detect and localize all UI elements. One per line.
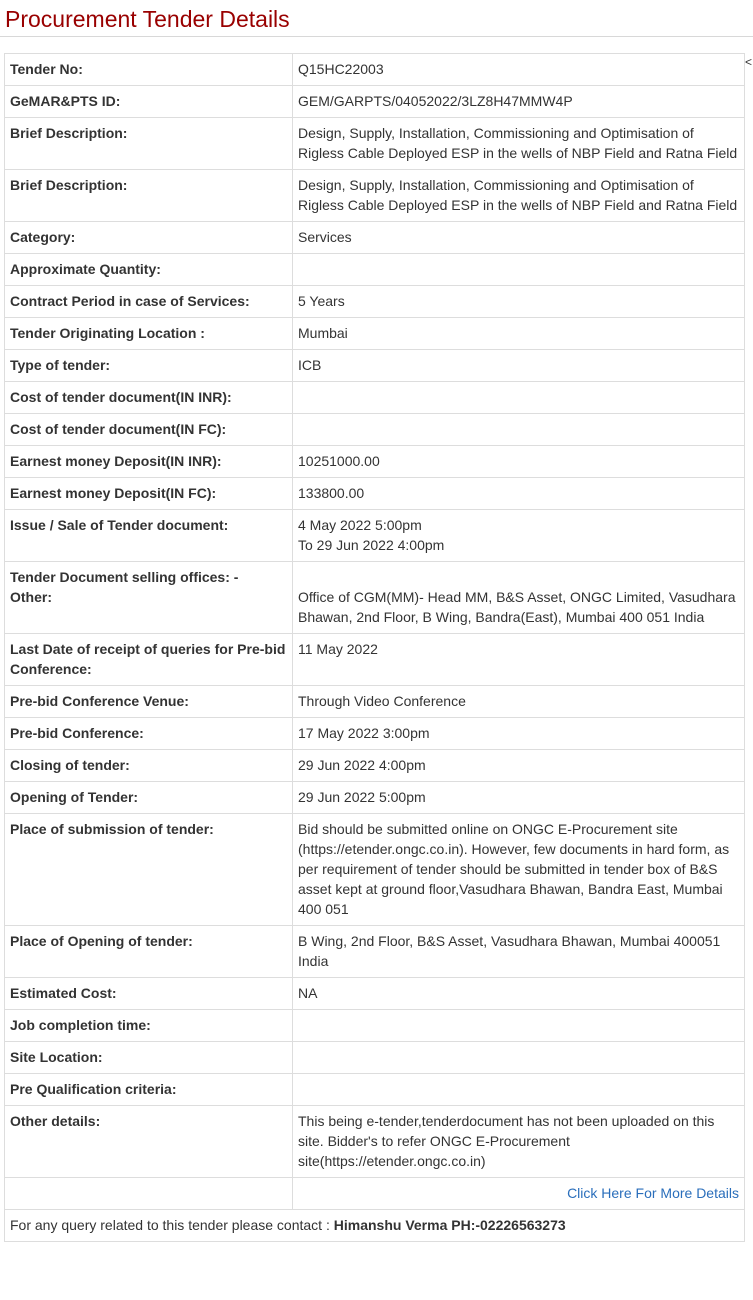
row-last-date-queries (5, 634, 745, 686)
category-value: Services (293, 222, 745, 254)
prequalification-label: Pre Qualification criteria: (5, 1074, 293, 1106)
contract-period-value: 5 Years (293, 286, 745, 318)
row-emd-fc (5, 478, 745, 510)
estimated-cost-value: NA (293, 978, 745, 1010)
row-other-details (5, 1106, 745, 1178)
row-site-location (5, 1042, 745, 1074)
approximate-quantity-value (293, 254, 745, 286)
issue-sale-to: To 29 Jun 2022 4:00pm (298, 537, 445, 553)
issue-sale-label: Issue / Sale of Tender document: (5, 510, 293, 562)
category-label: Category: (5, 222, 293, 254)
cost-doc-inr-label: Cost of tender document(IN INR): (5, 382, 293, 414)
row-approximate-quantity (5, 254, 745, 286)
row-prequalification (5, 1074, 745, 1106)
row-brief-description-1 (5, 118, 745, 170)
type-of-tender-label: Type of tender: (5, 350, 293, 382)
row-estimated-cost (5, 978, 745, 1010)
stray-mark: < (745, 55, 753, 69)
selling-offices-label-line2: Other: (10, 589, 52, 605)
site-location-value (293, 1042, 745, 1074)
row-tender-no (5, 54, 745, 86)
row-contract-period (5, 286, 745, 318)
brief-description-value: Design, Supply, Installation, Commissioning and Optimisation of Rigless Cable Deployed ESP in the wells of NBP Field and Ratna Field (293, 118, 745, 170)
prebid-conference-value: 17 May 2022 3:00pm (293, 718, 745, 750)
prebid-conference-label: Pre-bid Conference: (5, 718, 293, 750)
other-details-value: This being e-tender,tenderdocument has not been uploaded on this site. Bidder's to refer ONGC E-Procurement site(https://etender.ongc.co.in) (293, 1106, 745, 1178)
estimated-cost-label: Estimated Cost: (5, 978, 293, 1010)
contact-prefix: For any query related to this tender please contact : (10, 1217, 334, 1233)
cost-doc-fc-value (293, 414, 745, 446)
row-job-completion (5, 1010, 745, 1042)
row-cost-doc-fc (5, 414, 745, 446)
contact-cell (5, 1210, 745, 1242)
selling-offices-label-line1: Tender Document selling offices: - (10, 569, 239, 585)
brief-description-label: Brief Description: (5, 170, 293, 222)
last-date-queries-label: Last Date of receipt of queries for Pre-bid Conference: (5, 634, 293, 686)
prebid-venue-value: Through Video Conference (293, 686, 745, 718)
job-completion-label: Job completion time: (5, 1010, 293, 1042)
row-more-details (5, 1178, 745, 1210)
approximate-quantity-label: Approximate Quantity: (5, 254, 293, 286)
prequalification-value (293, 1074, 745, 1106)
more-details-cell (293, 1178, 745, 1210)
contract-period-label: Contract Period in case of Services: (5, 286, 293, 318)
row-contact (5, 1210, 745, 1242)
row-prebid-conference (5, 718, 745, 750)
closing-label: Closing of tender: (5, 750, 293, 782)
gemar-id-label: GeMAR&PTS ID: (5, 86, 293, 118)
other-details-label: Other details: (5, 1106, 293, 1178)
originating-location-label: Tender Originating Location : (5, 318, 293, 350)
tender-no-value: Q15HC22003 (293, 54, 745, 86)
row-prebid-venue (5, 686, 745, 718)
tender-no-label: Tender No: (5, 54, 293, 86)
row-issue-sale (5, 510, 745, 562)
gemar-id-value: GEM/GARPTS/04052022/3LZ8H47MMW4P (293, 86, 745, 118)
row-brief-description-2 (5, 170, 745, 222)
selling-offices-text: Office of CGM(MM)- Head MM, B&S Asset, ONGC Limited, Vasudhara Bhawan, 2nd Floor, B Wing, Bandra(East), Mumbai 400 051 India (298, 589, 736, 625)
brief-description-value: Design, Supply, Installation, Commissioning and Optimisation of Rigless Cable Deployed ESP in the wells of NBP Field and Ratna Field (293, 170, 745, 222)
issue-sale-value (293, 510, 745, 562)
opening-label: Opening of Tender: (5, 782, 293, 814)
cost-doc-fc-label: Cost of tender document(IN FC): (5, 414, 293, 446)
row-cost-doc-inr (5, 382, 745, 414)
selling-offices-value (293, 562, 745, 634)
prebid-venue-label: Pre-bid Conference Venue: (5, 686, 293, 718)
issue-sale-from: 4 May 2022 5:00pm (298, 517, 422, 533)
place-submission-label: Place of submission of tender: (5, 814, 293, 926)
row-gemar-id (5, 86, 745, 118)
row-opening (5, 782, 745, 814)
page-title: Procurement Tender Details (0, 0, 753, 37)
row-originating-location (5, 318, 745, 350)
row-place-opening (5, 926, 745, 978)
place-submission-value: Bid should be submitted online on ONGC E-Procurement site (https://etender.ongc.co.in). However, few documents in hard form, as per requirement of tender should be submitted in tender box of B&S asset kept at ground floor,Vasudhara Bhawan, Bandra East, Mumbai 400 051 (293, 814, 745, 926)
tender-details-table (4, 53, 745, 1242)
emd-inr-value: 10251000.00 (293, 446, 745, 478)
emd-fc-label: Earnest money Deposit(IN FC): (5, 478, 293, 510)
row-place-submission (5, 814, 745, 926)
place-opening-value: B Wing, 2nd Floor, B&S Asset, Vasudhara Bhawan, Mumbai 400051 India (293, 926, 745, 978)
row-category (5, 222, 745, 254)
selling-offices-spacer (298, 567, 739, 587)
originating-location-value: Mumbai (293, 318, 745, 350)
opening-value: 29 Jun 2022 5:00pm (293, 782, 745, 814)
place-opening-label: Place of Opening of tender: (5, 926, 293, 978)
row-closing (5, 750, 745, 782)
brief-description-label: Brief Description: (5, 118, 293, 170)
row-emd-inr (5, 446, 745, 478)
more-details-empty-cell (5, 1178, 293, 1210)
type-of-tender-value: ICB (293, 350, 745, 382)
closing-value: 29 Jun 2022 4:00pm (293, 750, 745, 782)
job-completion-value (293, 1010, 745, 1042)
last-date-queries-value: 11 May 2022 (293, 634, 745, 686)
cost-doc-inr-value (293, 382, 745, 414)
contact-person: Himanshu Verma PH:-02226563273 (333, 1217, 566, 1233)
site-location-label: Site Location: (5, 1042, 293, 1074)
selling-offices-label (5, 562, 293, 634)
emd-inr-label: Earnest money Deposit(IN INR): (5, 446, 293, 478)
emd-fc-value: 133800.00 (293, 478, 745, 510)
more-details-link[interactable]: Click Here For More Details (567, 1185, 739, 1201)
row-selling-offices (5, 562, 745, 634)
row-type-of-tender (5, 350, 745, 382)
